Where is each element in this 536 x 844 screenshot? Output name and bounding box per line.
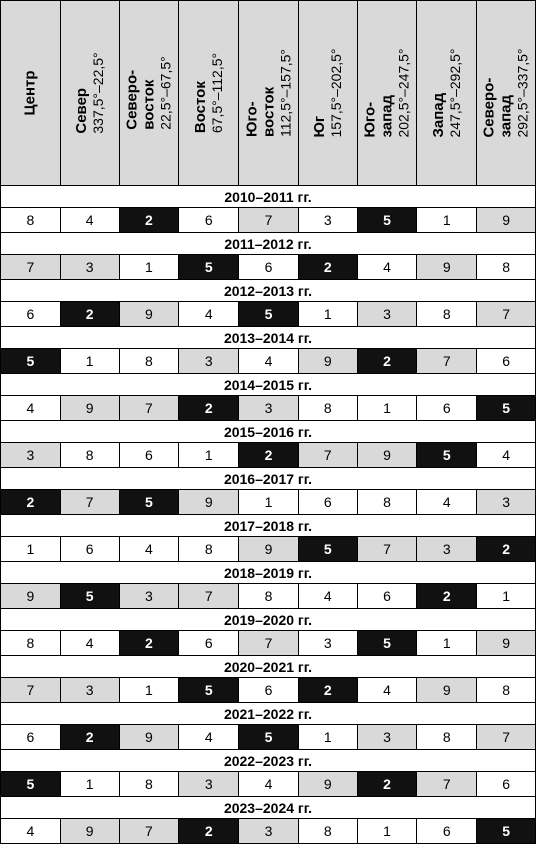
star-number-cell: 6 — [357, 584, 417, 609]
column-name: Запад — [429, 92, 447, 138]
star-number-cell: 5 — [239, 302, 299, 327]
star-number-cell: 4 — [417, 490, 477, 515]
star-number-cell: 8 — [1, 631, 61, 656]
star-number-cell: 7 — [1, 255, 61, 280]
star-number-cell: 9 — [298, 772, 357, 797]
column-name-line: Северо- — [480, 77, 498, 138]
star-number-cell: 8 — [119, 349, 179, 374]
star-number-cell: 9 — [417, 678, 477, 703]
star-number-cell: 2 — [1, 490, 61, 515]
table-row — [1, 255, 536, 280]
column-name-line: Юго- — [361, 101, 379, 138]
column-header-text — [430, 48, 464, 137]
column-name: Центр — [21, 70, 39, 116]
star-number-cell: 2 — [60, 725, 119, 750]
table-row — [1, 537, 536, 562]
star-number-cell: 3 — [60, 678, 119, 703]
star-number-cell: 6 — [1, 302, 61, 327]
star-number-cell: 7 — [179, 584, 239, 609]
star-number-cell: 3 — [119, 584, 179, 609]
star-number-cell: 7 — [357, 537, 417, 562]
column-name-line: Северо- — [123, 69, 141, 130]
star-number-cell: 1 — [298, 302, 357, 327]
star-number-cell: 9 — [298, 349, 357, 374]
star-number-cell: 7 — [417, 349, 477, 374]
column-header-2 — [119, 1, 179, 186]
column-header-7 — [417, 1, 477, 186]
star-number-cell: 4 — [239, 349, 299, 374]
star-number-cell: 7 — [477, 302, 536, 327]
star-number-cell: 3 — [60, 255, 119, 280]
table-row — [1, 584, 536, 609]
star-number-cell: 9 — [179, 490, 239, 515]
star-number-cell: 3 — [179, 349, 239, 374]
star-number-cell: 3 — [298, 631, 357, 656]
column-header-6 — [357, 1, 417, 186]
star-number-cell: 2 — [477, 537, 536, 562]
table-row — [1, 349, 536, 374]
column-header-0 — [1, 1, 61, 186]
star-number-cell: 1 — [119, 678, 179, 703]
star-number-cell: 1 — [417, 631, 477, 656]
star-number-cell: 1 — [119, 255, 179, 280]
star-number-cell: 1 — [1, 537, 61, 562]
period-row — [1, 562, 536, 584]
star-number-cell: 7 — [239, 208, 299, 233]
table-row — [1, 631, 536, 656]
star-number-cell: 8 — [179, 537, 239, 562]
period-row — [1, 280, 536, 302]
star-number-cell: 5 — [357, 208, 417, 233]
column-name-line: восток — [260, 86, 277, 138]
star-number-cell: 5 — [60, 584, 119, 609]
star-number-cell: 8 — [477, 678, 536, 703]
star-number-cell: 9 — [119, 725, 179, 750]
period-row — [1, 468, 536, 490]
column-range: 22,5°–67,5° — [157, 56, 174, 130]
star-number-cell: 5 — [357, 631, 417, 656]
star-number-cell: 2 — [298, 255, 357, 280]
star-number-cell: 1 — [417, 208, 477, 233]
star-number-cell: 6 — [477, 349, 536, 374]
star-number-cell: 6 — [239, 255, 299, 280]
star-number-cell: 5 — [298, 537, 357, 562]
star-number-cell: 6 — [179, 631, 239, 656]
column-name-line: восток — [140, 79, 158, 130]
star-number-cell: 3 — [357, 302, 417, 327]
star-number-cell: 1 — [60, 349, 119, 374]
column-header-text — [22, 70, 39, 115]
column-header-text — [243, 49, 294, 137]
column-header-8 — [477, 1, 536, 186]
period-row — [1, 750, 536, 772]
period-label: 2023–2024 гг. — [1, 797, 536, 819]
star-number-cell: 4 — [1, 819, 61, 844]
star-number-cell: 1 — [477, 584, 536, 609]
star-number-cell: 4 — [1, 396, 61, 421]
column-name: Восток — [191, 81, 209, 134]
star-number-cell: 4 — [298, 584, 357, 609]
star-number-cell: 4 — [179, 725, 239, 750]
star-number-cell: 6 — [1, 725, 61, 750]
table-body — [1, 186, 536, 844]
star-number-cell: 2 — [357, 349, 417, 374]
period-label: 2019–2020 гг. — [1, 609, 536, 631]
column-range: 67,5°–112,5° — [208, 52, 225, 134]
star-number-cell: 7 — [417, 772, 477, 797]
star-number-cell: 1 — [298, 725, 357, 750]
star-number-cell: 2 — [119, 631, 179, 656]
period-label: 2022–2023 гг. — [1, 750, 536, 772]
star-number-cell: 1 — [60, 772, 119, 797]
period-row — [1, 797, 536, 819]
star-number-cell: 6 — [119, 443, 179, 468]
star-number-cell: 8 — [119, 772, 179, 797]
star-number-cell: 7 — [119, 396, 179, 421]
column-range: 292,5°–337,5° — [514, 48, 531, 138]
column-header-3 — [179, 1, 239, 186]
header-row — [1, 1, 536, 186]
period-label: 2021–2022 гг. — [1, 703, 536, 725]
period-row — [1, 186, 536, 208]
period-row — [1, 656, 536, 678]
table-row — [1, 725, 536, 750]
star-number-cell: 6 — [179, 208, 239, 233]
star-number-cell: 9 — [417, 255, 477, 280]
column-header-text — [362, 48, 413, 137]
star-number-cell: 8 — [239, 584, 299, 609]
star-number-cell: 9 — [1, 584, 61, 609]
star-number-cell: 8 — [1, 208, 61, 233]
period-row — [1, 703, 536, 725]
star-number-cell: 5 — [179, 255, 239, 280]
star-number-cell: 9 — [239, 537, 299, 562]
period-row — [1, 327, 536, 349]
star-number-cell: 9 — [477, 208, 536, 233]
star-number-cell: 9 — [357, 443, 417, 468]
star-number-cell: 8 — [417, 725, 477, 750]
star-number-cell: 8 — [417, 302, 477, 327]
star-number-cell: 7 — [1, 678, 61, 703]
period-row — [1, 515, 536, 537]
table-row — [1, 396, 536, 421]
star-number-cell: 6 — [60, 537, 119, 562]
period-label: 2012–2013 гг. — [1, 280, 536, 302]
table-row — [1, 772, 536, 797]
star-number-cell: 2 — [357, 772, 417, 797]
star-number-cell: 9 — [119, 302, 179, 327]
star-number-cell: 3 — [298, 208, 357, 233]
column-header-text — [192, 53, 226, 133]
star-number-cell: 3 — [239, 819, 299, 844]
column-range: 247,5°–292,5° — [446, 48, 463, 138]
star-number-cell: 3 — [239, 396, 299, 421]
column-header-text — [73, 52, 107, 133]
star-number-cell: 2 — [119, 208, 179, 233]
table-row — [1, 443, 536, 468]
star-number-cell: 5 — [179, 678, 239, 703]
star-number-cell: 2 — [417, 584, 477, 609]
star-number-cell: 5 — [1, 772, 61, 797]
star-number-cell: 7 — [298, 443, 357, 468]
star-number-cell: 4 — [119, 537, 179, 562]
star-number-cell: 8 — [298, 819, 357, 844]
star-number-cell: 1 — [357, 396, 417, 421]
column-range: 112,5°–157,5° — [277, 48, 293, 138]
star-number-cell: 4 — [60, 208, 119, 233]
column-header-1 — [60, 1, 119, 186]
period-label: 2016–2017 гг. — [1, 468, 536, 490]
period-label: 2010–2011 гг. — [1, 186, 536, 208]
star-number-cell: 2 — [239, 443, 299, 468]
star-number-cell: 3 — [179, 772, 239, 797]
period-label: 2013–2014 гг. — [1, 327, 536, 349]
star-number-cell: 2 — [60, 302, 119, 327]
period-row — [1, 421, 536, 443]
column-name-line: запад — [378, 95, 396, 138]
star-number-cell: 3 — [1, 443, 61, 468]
star-number-cell: 2 — [179, 819, 239, 844]
star-number-cell: 3 — [417, 537, 477, 562]
star-number-cell: 5 — [477, 819, 536, 844]
star-number-cell: 6 — [417, 819, 477, 844]
star-number-cell: 4 — [60, 631, 119, 656]
table-header — [1, 1, 536, 186]
star-number-cell: 5 — [477, 396, 536, 421]
star-number-cell: 6 — [298, 490, 357, 515]
star-number-cell: 6 — [477, 772, 536, 797]
star-number-cell: 8 — [60, 443, 119, 468]
star-number-cell: 3 — [477, 490, 536, 515]
star-number-cell: 3 — [357, 725, 417, 750]
star-number-cell: 7 — [239, 631, 299, 656]
column-header-4 — [239, 1, 299, 186]
period-label: 2018–2019 гг. — [1, 562, 536, 584]
star-number-cell: 1 — [239, 490, 299, 515]
column-name: Север — [72, 87, 90, 134]
star-number-cell: 7 — [477, 725, 536, 750]
star-number-cell: 7 — [60, 490, 119, 515]
column-name: Юг — [310, 115, 328, 138]
star-number-cell: 2 — [298, 678, 357, 703]
star-number-cell: 5 — [119, 490, 179, 515]
star-number-cell: 9 — [477, 631, 536, 656]
star-number-cell: 8 — [477, 255, 536, 280]
star-number-cell: 9 — [60, 396, 119, 421]
period-label: 2014–2015 гг. — [1, 374, 536, 396]
star-number-cell: 5 — [417, 443, 477, 468]
column-name-line: Юго- — [243, 101, 260, 138]
period-row — [1, 374, 536, 396]
star-number-cell: 1 — [357, 819, 417, 844]
star-number-cell: 4 — [179, 302, 239, 327]
star-number-cell: 5 — [239, 725, 299, 750]
period-label: 2015–2016 гг. — [1, 421, 536, 443]
period-label: 2011–2012 гг. — [1, 233, 536, 255]
table-row — [1, 302, 536, 327]
column-range: 157,5°–202,5° — [327, 48, 344, 138]
star-number-cell: 7 — [119, 819, 179, 844]
column-range: 202,5°–247,5° — [395, 48, 412, 138]
star-number-cell: 4 — [357, 678, 417, 703]
period-row — [1, 609, 536, 631]
star-number-cell: 4 — [477, 443, 536, 468]
column-header-text — [123, 56, 174, 129]
star-number-cell: 4 — [239, 772, 299, 797]
star-number-cell: 2 — [179, 396, 239, 421]
star-number-cell: 8 — [298, 396, 357, 421]
table-row — [1, 678, 536, 703]
column-header-text — [481, 48, 532, 137]
column-range: 337,5°–22,5° — [89, 52, 106, 134]
table-row — [1, 490, 536, 515]
star-number-cell: 5 — [1, 349, 61, 374]
column-header-5 — [298, 1, 357, 186]
star-number-cell: 9 — [60, 819, 119, 844]
star-number-cell: 6 — [417, 396, 477, 421]
star-number-cell: 8 — [357, 490, 417, 515]
period-label: 2020–2021 гг. — [1, 656, 536, 678]
column-header-text — [311, 48, 345, 137]
star-number-cell: 6 — [239, 678, 299, 703]
period-label: 2017–2018 гг. — [1, 515, 536, 537]
table-row — [1, 819, 536, 844]
star-number-cell: 4 — [357, 255, 417, 280]
star-number-cell: 1 — [179, 443, 239, 468]
column-name-line: запад — [497, 95, 515, 138]
table-row — [1, 208, 536, 233]
period-row — [1, 233, 536, 255]
